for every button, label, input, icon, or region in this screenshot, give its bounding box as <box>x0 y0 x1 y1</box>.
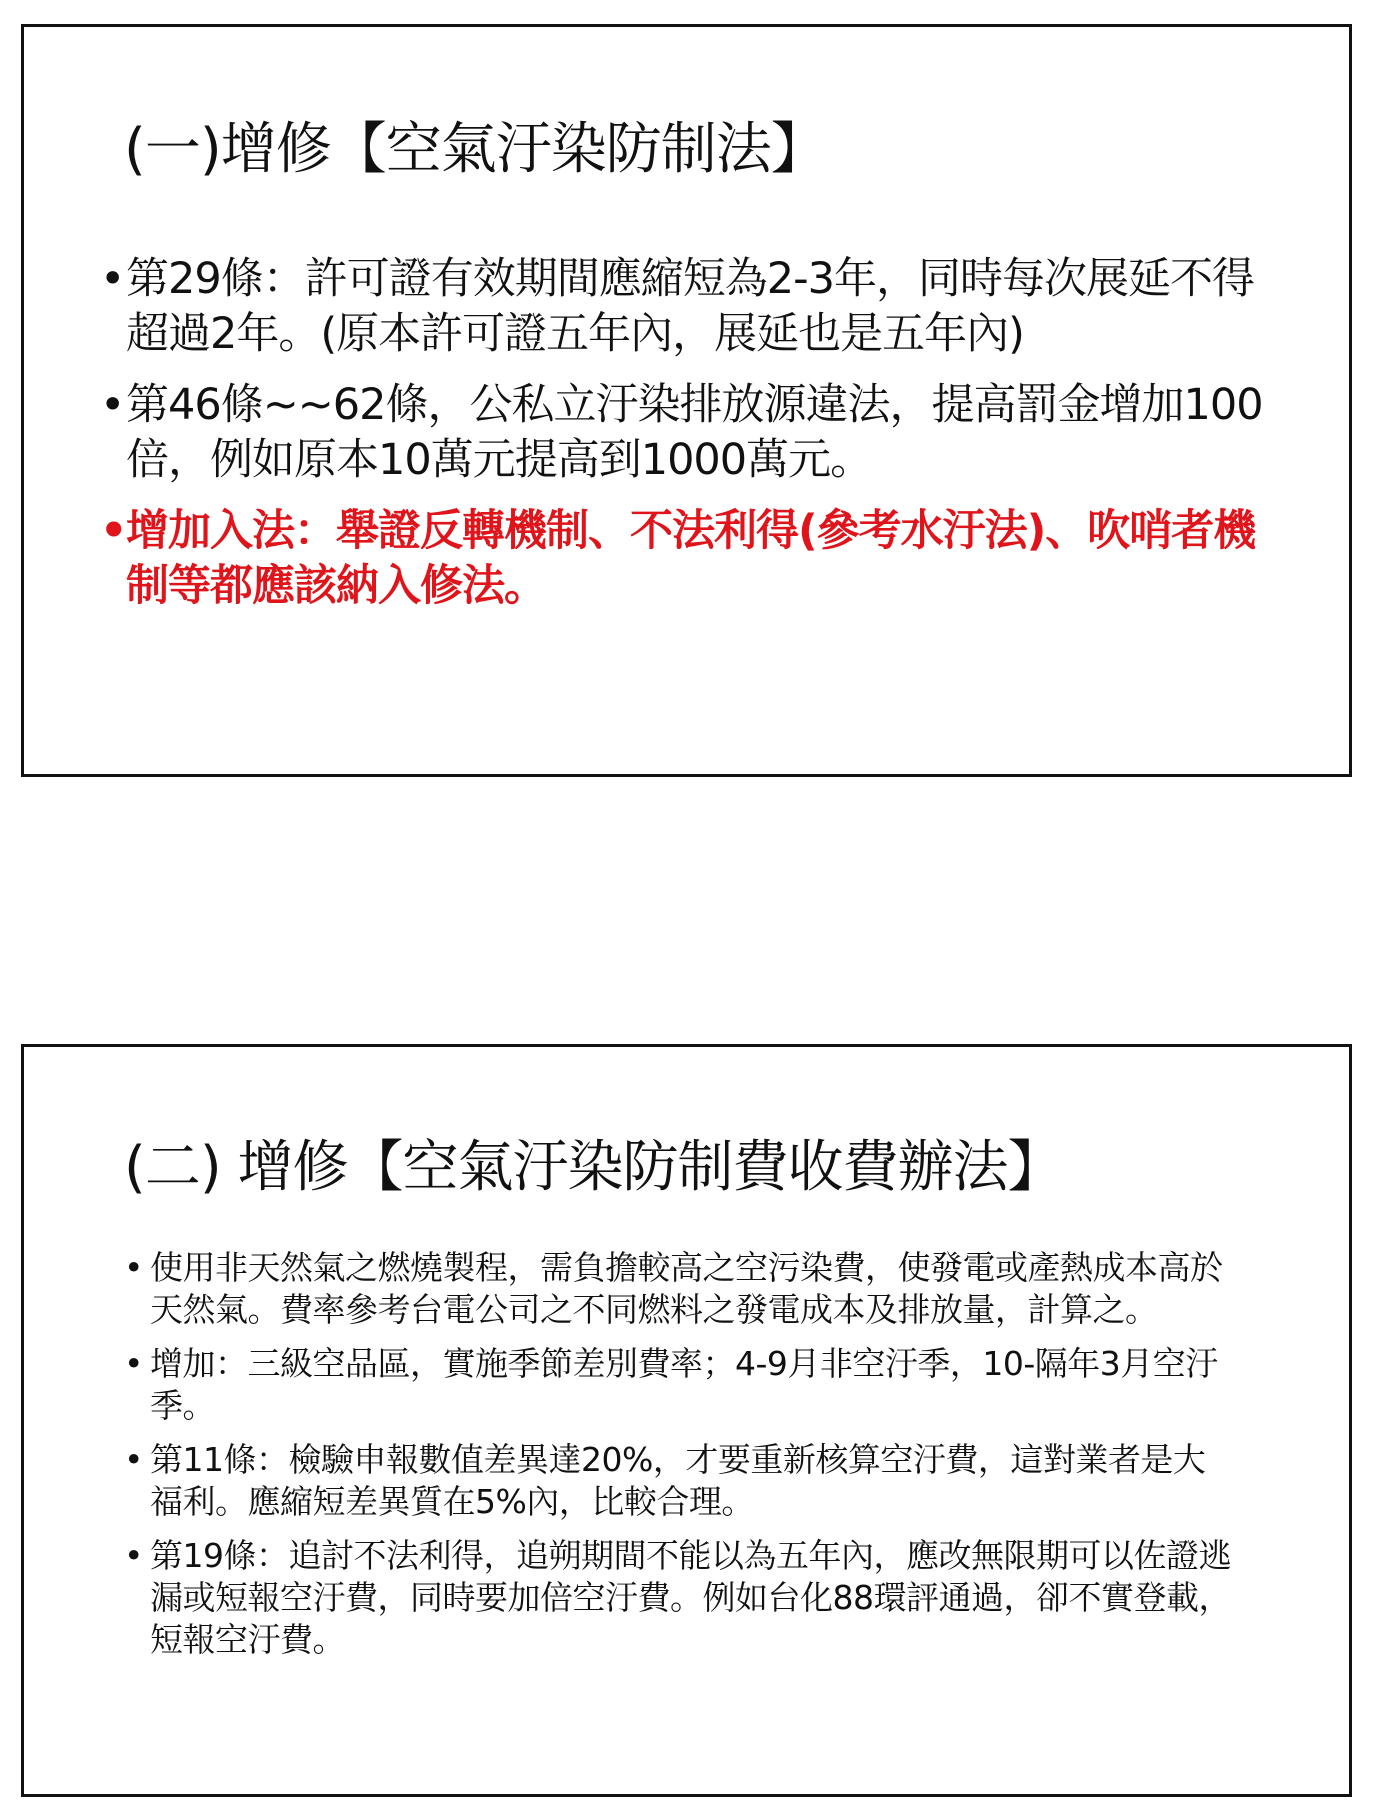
bullet-text: 增加：三級空品區，實施季節差別費率；4-9月非空汙季，10-隔年3月空汙季。 <box>150 1344 1218 1425</box>
bullet-text: 使用非天然氣之燃燒製程，需負擔較高之空污染費，使發電或產熱成本高於天然氣。費率參考台電公司之不同燃料之發電成本及排放量，計算之。 <box>150 1248 1223 1329</box>
slide-air-pollution-fee-regulations <box>21 1044 1352 1797</box>
bullet-dot: • <box>124 1440 143 1479</box>
bullet-item <box>24 378 1349 488</box>
bullet-item <box>24 1439 1349 1523</box>
bullet-dot: • <box>124 1248 143 1287</box>
bullet-dot: • <box>124 1536 143 1575</box>
bullet-text: 第19條：追討不法利得，追朔期間不能以為五年內，應改無限期可以佐證逃漏或短報空汙費，同時要加倍空汙費。例如台化88環評通過，卻不實登載，短報空汙費。 <box>150 1536 1231 1659</box>
bullet-item-highlight <box>24 504 1349 614</box>
bullet-text: 增加入法：舉證反轉機制、不法利得(參考水汙法)、吹哨者機制等都應該納入修法。 <box>126 506 1256 611</box>
bullet-list <box>24 1247 1349 1673</box>
bullet-dot: • <box>100 506 127 556</box>
bullet-dot: • <box>124 1344 143 1383</box>
bullet-dot: • <box>100 380 125 430</box>
bullet-dot: • <box>100 254 125 304</box>
bullet-item <box>24 1343 1349 1427</box>
bullet-item <box>24 1247 1349 1331</box>
bullet-list <box>24 252 1349 630</box>
bullet-item <box>24 252 1349 362</box>
bullet-text: 第46條~~62條，公私立汙染排放源違法，提高罰金增加100倍，例如原本10萬元提高到1000萬元。 <box>126 380 1263 485</box>
bullet-text: 第29條：許可證有效期間應縮短為2-3年，同時每次展延不得超過2年。(原本許可證五年內，展延也是五年內) <box>126 254 1254 359</box>
slide-title: (一)增修【空氣汙染防制法】 <box>124 117 826 182</box>
bullet-item <box>24 1535 1349 1661</box>
slide-air-pollution-control-act <box>21 24 1352 777</box>
bullet-text: 第11條：檢驗申報數值差異達20%，才要重新核算空汙費，這對業者是大福利。應縮短差異質在5%內，比較合理。 <box>150 1440 1206 1521</box>
slide-title: (二) 增修【空氣汙染防制費收費辦法】 <box>124 1135 1063 1200</box>
